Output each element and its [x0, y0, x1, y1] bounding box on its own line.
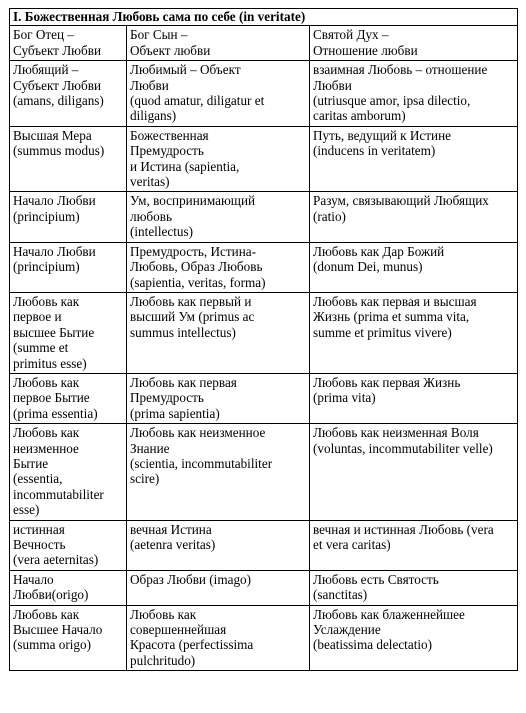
cell-father: Высшая Мера (summus modus) — [10, 126, 127, 192]
love-attributes-table — [9, 8, 518, 671]
cell-son: вечная Истина (aetenra veritas) — [127, 520, 310, 570]
cell-spirit: Любовь как блаженнейшее Услаждение (beatissima delectatio) — [310, 605, 518, 671]
cell-spirit: Путь, ведущий к Истине (inducens in veritatem) — [310, 126, 518, 192]
table-title: I. Божественная Любовь сама по себе (in veritate) — [10, 9, 518, 26]
cell-spirit: Разум, связывающий Любящих (ratio) — [310, 192, 518, 242]
cell-spirit: взаимная Любовь – отношение Любви (utriusque amor, ipsa dilectio, caritas amborum) — [310, 61, 518, 127]
cell-son: Любовь как первый и высший Ум (primus ac summus intellectus) — [127, 292, 310, 373]
header-son: Бог Сын – Объект любви — [127, 26, 310, 61]
cell-father: Начало Любви(origo) — [10, 570, 127, 605]
cell-son: Божественная Премудрость и Истина (sapientia, veritas) — [127, 126, 310, 192]
table-row — [10, 126, 518, 192]
cell-spirit: Любовь как неизменная Воля (voluntas, incommutabiliter velle) — [310, 424, 518, 520]
cell-father: Любящий – Субъект Любви (amans, diligans) — [10, 61, 127, 127]
cell-spirit: Любовь как первая Жизнь (prima vita) — [310, 373, 518, 423]
cell-spirit: Любовь есть Святость (sanctitas) — [310, 570, 518, 605]
cell-son: Любовь как неизменное Знание (scientia, incommutabiliter scire) — [127, 424, 310, 520]
header-row — [10, 26, 518, 61]
table-row — [10, 605, 518, 671]
table-row — [10, 242, 518, 292]
table-row — [10, 292, 518, 373]
cell-spirit: вечная и истинная Любовь (vera et vera caritas) — [310, 520, 518, 570]
table-row — [10, 373, 518, 423]
cell-spirit: Любовь как первая и высшая Жизнь (prima et summa vita, summe et primitus vivere) — [310, 292, 518, 373]
header-spirit: Святой Дух – Отношение любви — [310, 26, 518, 61]
table-row — [10, 61, 518, 127]
cell-father: истинная Вечность (vera aeternitas) — [10, 520, 127, 570]
cell-father: Любовь как первое Бытие (prima essentia) — [10, 373, 127, 423]
cell-son: Премудрость, Истина- Любовь, Образ Любовь (sapientia, veritas, forma) — [127, 242, 310, 292]
table-row — [10, 424, 518, 520]
table-row — [10, 570, 518, 605]
cell-father: Начало Любви (principium) — [10, 192, 127, 242]
table-row — [10, 520, 518, 570]
title-row — [10, 9, 518, 26]
cell-son: Образ Любви (imago) — [127, 570, 310, 605]
cell-father: Любовь как неизменное Бытие (essentia, incommutabiliter esse) — [10, 424, 127, 520]
cell-father: Любовь как Высшее Начало (summa origo) — [10, 605, 127, 671]
cell-father: Любовь как первое и высшее Бытие (summe et primitus esse) — [10, 292, 127, 373]
cell-son: Любовь как первая Премудрость (prima sapientia) — [127, 373, 310, 423]
cell-son: Любимый – Объект Любви (quod amatur, diligatur et diligans) — [127, 61, 310, 127]
header-father: Бог Отец – Субъект Любви — [10, 26, 127, 61]
cell-spirit: Любовь как Дар Божий (donum Dei, munus) — [310, 242, 518, 292]
cell-son: Ум, воспринимающий любовь (intellectus) — [127, 192, 310, 242]
cell-father: Начало Любви (principium) — [10, 242, 127, 292]
cell-son: Любовь как совершеннейшая Красота (perfectissima pulchritudo) — [127, 605, 310, 671]
table-row — [10, 192, 518, 242]
